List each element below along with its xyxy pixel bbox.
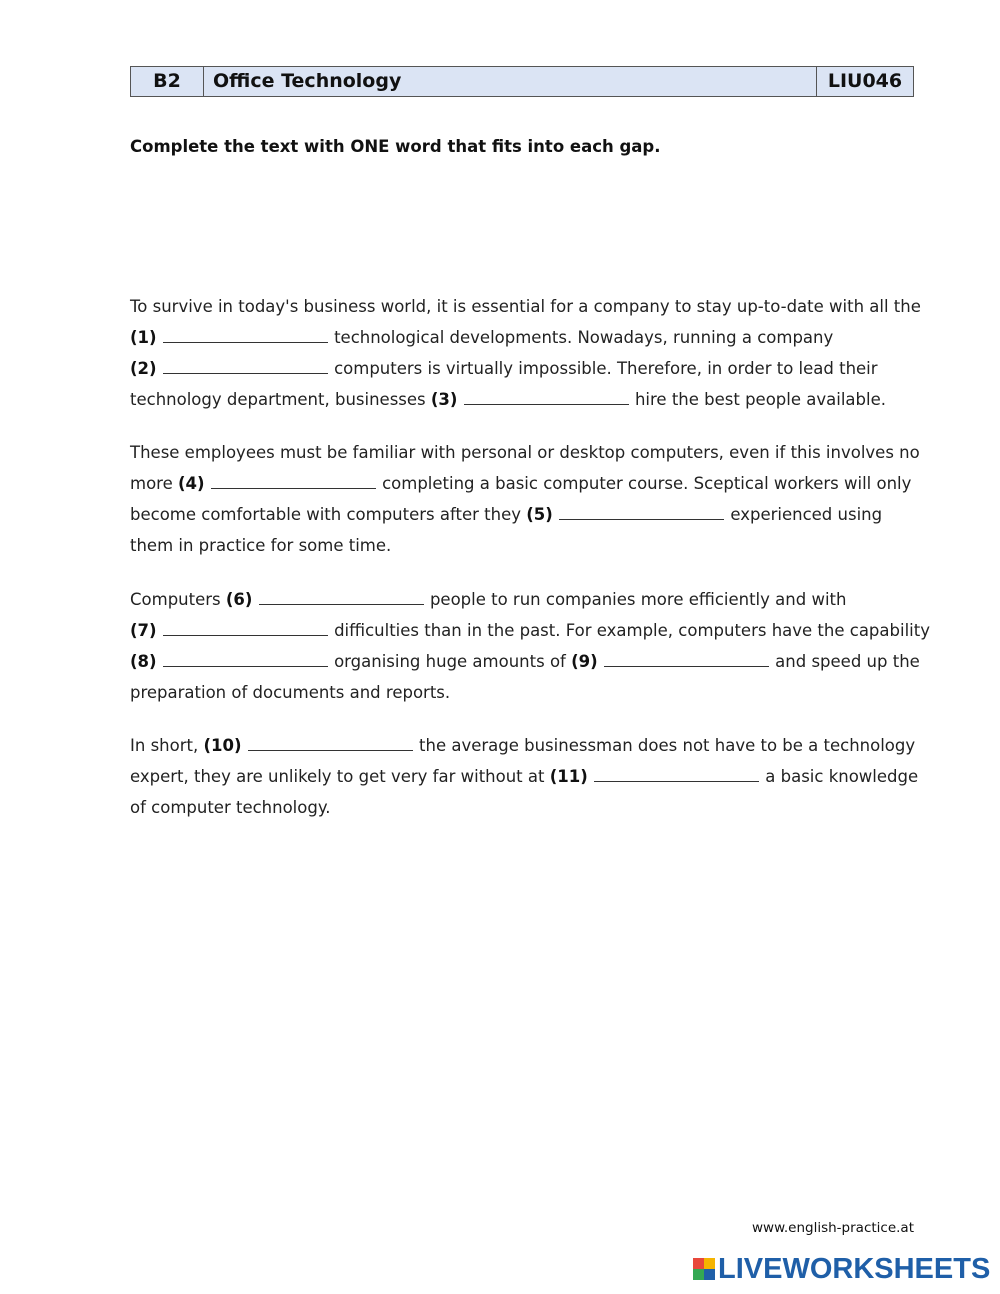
- sentence-text: These employees must be familiar with personal or desktop computers, even if this involves no: [130, 443, 920, 462]
- answer-gap[interactable]: [163, 665, 328, 667]
- answer-gap[interactable]: [163, 341, 328, 343]
- gap-number: (7): [130, 621, 157, 640]
- sentence-text: of computer technology.: [130, 798, 331, 817]
- paragraph-1: [130, 291, 920, 415]
- gap-number: (2): [130, 359, 157, 378]
- gap-number: (4): [178, 474, 205, 493]
- sentence-text: completing a basic computer course. Sceptical workers will only: [382, 474, 912, 493]
- text-line: [130, 530, 920, 561]
- text-line: [130, 646, 920, 677]
- sentence-text: technology department, businesses: [130, 390, 431, 409]
- sentence-text: difficulties than in the past. For example, computers have the capability: [334, 621, 930, 640]
- worksheet-title: Office Technology: [204, 67, 817, 97]
- answer-gap[interactable]: [604, 665, 769, 667]
- text-line: [130, 499, 920, 530]
- answer-gap[interactable]: [259, 603, 424, 605]
- gap-number: (5): [526, 505, 553, 524]
- gap-number: (11): [549, 767, 588, 786]
- text-line: [130, 584, 920, 615]
- source-url: www.english-practice.at: [751, 1220, 914, 1236]
- answer-gap[interactable]: [559, 518, 724, 520]
- answer-gap[interactable]: [211, 487, 376, 489]
- gap-number: (1): [130, 328, 157, 347]
- header-table: [130, 66, 914, 97]
- sentence-text: expert, they are unlikely to get very far without at: [130, 767, 550, 786]
- sentence-text: hire the best people available.: [634, 390, 886, 409]
- paragraph-2: [130, 437, 920, 561]
- sentence-text: organising huge amounts of: [334, 652, 572, 671]
- answer-gap[interactable]: [248, 749, 413, 751]
- level-cell: B2: [131, 67, 204, 97]
- text-line: [130, 322, 920, 353]
- sentence-text: preparation of documents and reports.: [130, 683, 451, 702]
- sentence-text: experienced using: [730, 505, 883, 524]
- sentence-text: become comfortable with computers after they: [130, 505, 527, 524]
- text-line: [130, 792, 920, 823]
- sentence-text: In short,: [130, 736, 204, 755]
- sentence-text: more: [130, 474, 178, 493]
- answer-gap[interactable]: [464, 403, 629, 405]
- answer-gap[interactable]: [163, 634, 328, 636]
- text-line: [130, 730, 920, 761]
- gap-number: (3): [430, 390, 458, 409]
- text-line: [130, 353, 920, 384]
- sentence-text: people to run companies more efficiently and with: [429, 590, 847, 609]
- text-line: [130, 761, 920, 792]
- liveworksheets-logo-icon: [693, 1258, 715, 1280]
- text-line: [130, 384, 920, 415]
- text-line: [130, 437, 920, 468]
- sentence-text: Computers: [130, 590, 226, 609]
- brand-name: LIVEWORKSHEETS: [718, 1253, 991, 1285]
- gap-number: (9): [571, 652, 598, 671]
- text-line: [130, 468, 920, 499]
- sentence-text: To survive in today's business world, it is essential for a company to stay up-to-date with all the: [130, 297, 921, 316]
- liveworksheets-brand: [693, 1252, 990, 1286]
- paragraph-3: [130, 584, 930, 708]
- instruction-text: Complete the text with ONE word that fits into each gap.: [130, 137, 661, 156]
- sentence-text: and speed up the: [775, 652, 920, 671]
- text-line: [130, 615, 930, 646]
- sentence-text: computers is virtually impossible. Therefore, in order to lead their: [334, 359, 878, 378]
- text-line: [130, 291, 920, 322]
- sentence-text: technological developments. Nowadays, running a company: [334, 328, 834, 347]
- worksheet-code: LIU046: [817, 67, 914, 97]
- paragraph-4: [130, 730, 920, 823]
- gap-number: (6): [225, 590, 253, 609]
- sentence-text: a basic knowledge: [765, 767, 919, 786]
- sentence-text: them in practice for some time.: [130, 536, 392, 555]
- text-line: [130, 677, 920, 708]
- gap-number: (8): [130, 652, 157, 671]
- answer-gap[interactable]: [163, 372, 328, 374]
- answer-gap[interactable]: [594, 780, 759, 782]
- gap-number: (10): [203, 736, 242, 755]
- sentence-text: the average businessman does not have to be a technology: [419, 736, 916, 755]
